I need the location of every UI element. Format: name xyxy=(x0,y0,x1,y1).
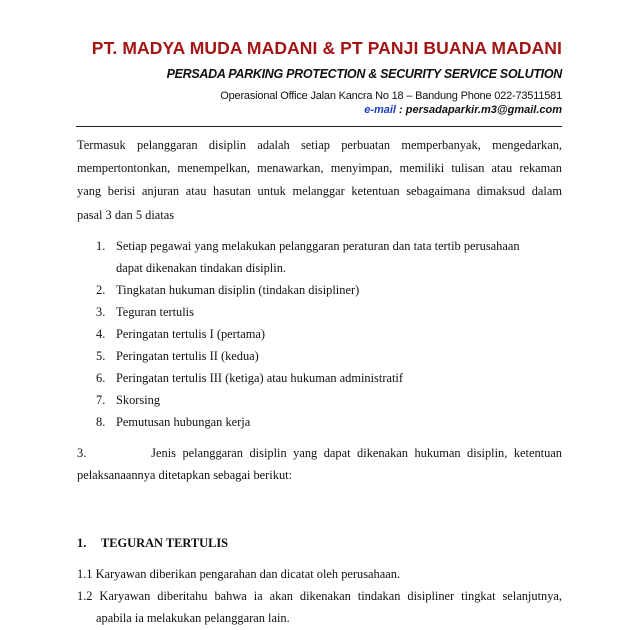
email-label: e-mail xyxy=(364,104,396,116)
intro-line: Termasuk pelanggaran disiplin adalah setiap perbuatan memperbanyak, mengedarkan, xyxy=(77,138,562,152)
section-item: 1.1 Karyawan diberikan pengarahan dan dicatat oleh perusahaan. xyxy=(77,567,401,581)
list-item-continuation: dapat dikenakan tindakan disiplin. xyxy=(116,261,286,275)
intro-line: yang berisi anjuran atau hasutan untuk melanggar ketentuan sebagaimana dimaksud dalam xyxy=(77,184,562,198)
header-divider xyxy=(76,126,562,127)
company-email xyxy=(364,104,562,116)
company-subtitle: PERSADA PARKING PROTECTION & SECURITY SERVICE SOLUTION xyxy=(166,67,562,81)
list-item: 1. Setiap pegawai yang melakukan pelanggaran peraturan dan tata tertib perusahaan xyxy=(96,239,520,253)
paragraph-line: pelaksanaannya ditetapkan sebagai berikut: xyxy=(77,468,293,482)
email-value: : persadaparkir.m3@gmail.com xyxy=(395,104,562,116)
intro-line: mempertontonkan, menempelkan, menawarkan, menyimpan, memiliki tulisan atau rekaman xyxy=(77,161,562,175)
list-item: 3. Teguran tertulis xyxy=(96,305,194,319)
list-item: 8. Pemutusan hubungan kerja xyxy=(96,415,251,429)
list-item: 7. Skorsing xyxy=(96,393,161,407)
list-item: 4. Peringatan tertulis I (pertama) xyxy=(96,327,265,341)
company-address: Operasional Office Jalan Kancra No 18 – Bandung Phone 022-73511581 xyxy=(220,90,562,102)
section-item-continuation: apabila ia melakukan pelanggaran lain. xyxy=(96,611,290,625)
list-item: 6. Peringatan tertulis III (ketiga) atau hukuman administratif xyxy=(96,371,403,385)
paragraph-line: 3. Jenis pelanggaran disiplin yang dapat dikenakan hukuman disiplin, ketentuan xyxy=(77,446,562,460)
intro-line: pasal 3 dan 5 diatas xyxy=(77,208,175,222)
section-heading: 1. TEGURAN TERTULIS xyxy=(77,536,229,550)
list-item: 2. Tingkatan hukuman disiplin (tindakan disipliner) xyxy=(96,283,360,297)
company-name: PT. MADYA MUDA MADANI & PT PANJI BUANA MADANI xyxy=(91,38,562,58)
section-item: 1.2 Karyawan diberitahu bahwa ia akan dikenakan tindakan disipliner tingkat selanjutnya, xyxy=(77,589,562,603)
list-item: 5. Peringatan tertulis II (kedua) xyxy=(96,349,259,363)
